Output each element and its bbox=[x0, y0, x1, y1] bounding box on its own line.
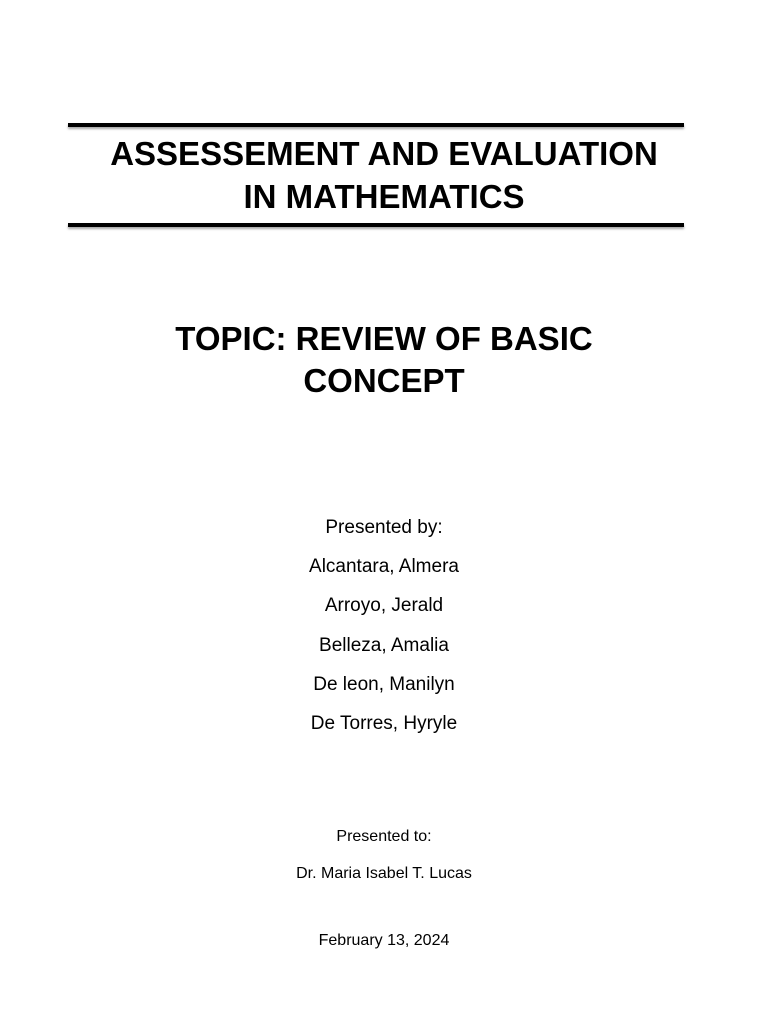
document-title-line-1: ASSESSEMENT AND EVALUATION bbox=[110, 135, 658, 172]
document-title bbox=[68, 132, 700, 218]
topic-heading-line-1: TOPIC: REVIEW OF BASIC bbox=[175, 320, 593, 357]
topic-heading bbox=[0, 318, 768, 402]
presentation-date: February 13, 2024 bbox=[318, 932, 450, 949]
presenter-name: De leon, Manilyn bbox=[313, 673, 455, 695]
presenter-name: Arroyo, Jerald bbox=[324, 595, 444, 617]
topic-heading-line-2: CONCEPT bbox=[303, 362, 465, 399]
presented-by-label: Presented by: bbox=[325, 517, 443, 538]
document-title-line-2: IN MATHEMATICS bbox=[243, 178, 525, 215]
title-top-rule bbox=[68, 123, 684, 127]
title-bottom-rule bbox=[68, 223, 684, 227]
presenter-name: Belleza, Amalia bbox=[319, 634, 449, 656]
presenters-section bbox=[0, 508, 768, 743]
presented-to-label: Presented to: bbox=[336, 828, 432, 845]
presented-to-section bbox=[0, 818, 768, 892]
instructor-name: Dr. Maria Isabel T. Lucas bbox=[296, 865, 472, 882]
presenter-name: De Torres, Hyryle bbox=[310, 713, 458, 735]
presenter-name: Alcantara, Almera bbox=[309, 556, 459, 578]
